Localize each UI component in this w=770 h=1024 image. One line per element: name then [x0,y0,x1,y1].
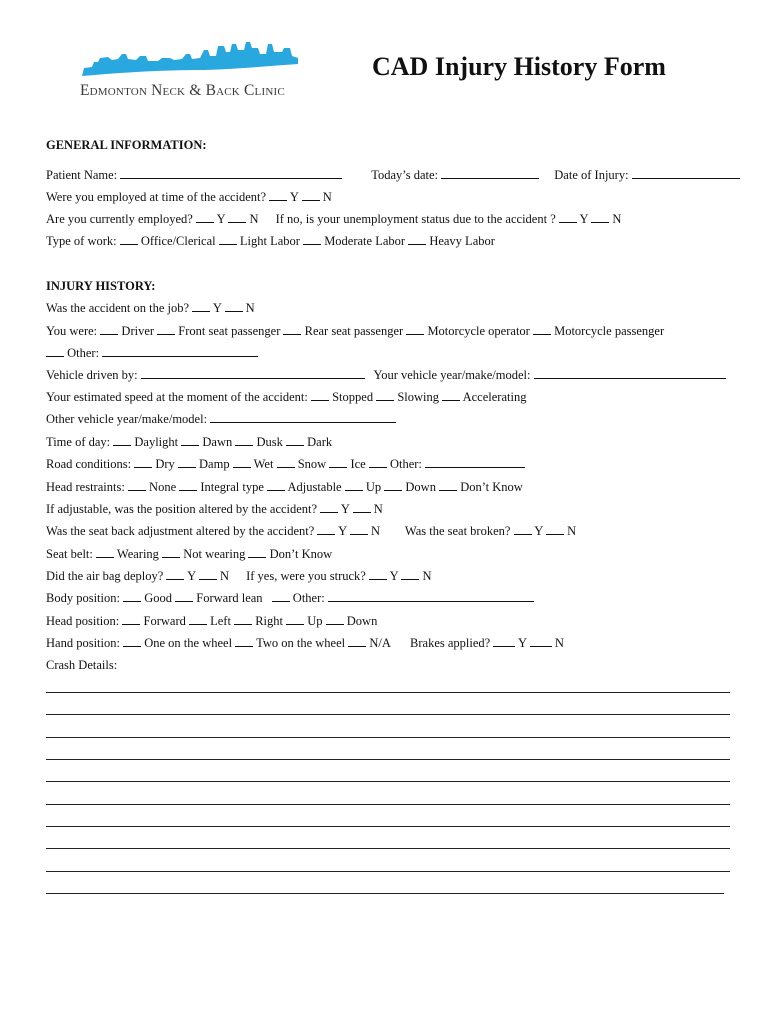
crash-details-line[interactable] [46,692,730,693]
checkbox-blank[interactable] [514,524,532,535]
head-restraints-row: Head restraints: None Integral type Adjustable Up Down Don’t Know [46,480,523,494]
crash-details-line[interactable] [46,781,730,782]
checkbox-blank[interactable] [235,435,253,446]
other-occupant-row: Other: [46,346,258,360]
on-job-row: Was the accident on the job? Y N [46,301,255,315]
other-vehicle-row: Other vehicle year/make/model: [46,412,396,426]
checkbox-blank[interactable] [286,614,304,625]
employed-at-time-row: Were you employed at time of the accident? Y N [46,190,332,204]
checkbox-blank[interactable] [248,547,266,558]
vehicle-driven-field[interactable] [141,368,365,379]
checkbox-blank[interactable] [162,547,180,558]
vehicle-row: Vehicle driven by: Your vehicle year/make/model: [46,368,726,382]
checkbox-blank[interactable] [350,524,368,535]
checkbox-blank[interactable] [408,234,426,245]
body-other-field[interactable] [328,591,534,602]
hand-position-row: Hand position: One on the wheel Two on the wheel N/A Brakes applied? Y N [46,636,564,650]
checkbox-blank[interactable] [166,569,184,580]
checkbox-blank[interactable] [46,346,64,357]
currently-employed-row: Are you currently employed? Y N If no, is your unemployment status due to the accident ? Y N [46,212,622,226]
checkbox-blank[interactable] [369,457,387,468]
checkbox-blank[interactable] [192,301,210,312]
crash-details-line[interactable] [46,737,730,738]
checkbox-blank[interactable] [439,480,457,491]
checkbox-blank[interactable] [189,614,207,625]
crash-details-label: Crash Details: [46,658,118,672]
checkbox-blank[interactable] [348,636,366,647]
crash-details-line[interactable] [46,893,724,894]
checkbox-blank[interactable] [317,524,335,535]
crash-details-line[interactable] [46,871,730,872]
checkbox-blank[interactable] [376,390,394,401]
checkbox-blank[interactable] [302,190,320,201]
checkbox-blank[interactable] [179,480,197,491]
checkbox-blank[interactable] [277,457,295,468]
other-vehicle-field[interactable] [210,412,396,423]
head-position-row: Head position: Forward Left Right Up Down [46,614,378,628]
checkbox-blank[interactable] [303,234,321,245]
seat-back-row: Was the seat back adjustment altered by the accident? Y N Was the seat broken? Y N [46,524,577,538]
checkbox-blank[interactable] [345,480,363,491]
air-bag-row: Did the air bag deploy? Y N If yes, were you struck? Y N [46,569,432,583]
checkbox-blank[interactable] [406,324,424,335]
checkbox-blank[interactable] [320,502,338,513]
your-vehicle-field[interactable] [534,368,726,379]
checkbox-blank[interactable] [113,435,131,446]
checkbox-blank[interactable] [546,524,564,535]
checkbox-blank[interactable] [178,457,196,468]
todays-date-field[interactable] [441,168,539,179]
checkbox-blank[interactable] [123,636,141,647]
checkbox-blank[interactable] [559,212,577,223]
checkbox-blank[interactable] [175,591,193,602]
checkbox-blank[interactable] [122,614,140,625]
checkbox-blank[interactable] [329,457,347,468]
checkbox-blank[interactable] [286,435,304,446]
other-occupant-field[interactable] [102,346,258,357]
checkbox-blank[interactable] [100,324,118,335]
checkbox-blank[interactable] [384,480,402,491]
speed-row: Your estimated speed at the moment of the accident: Stopped Slowing Accelerating [46,390,527,404]
checkbox-blank[interactable] [533,324,551,335]
clinic-name: Edmonton Neck & Back Clinic [80,82,285,99]
checkbox-blank[interactable] [269,190,287,201]
checkbox-blank[interactable] [591,212,609,223]
crash-details-line[interactable] [46,826,730,827]
time-of-day-row: Time of day: Daylight Dawn Dusk Dark [46,435,333,449]
body-position-row: Body position: Good Forward lean Other: [46,591,534,605]
checkbox-blank[interactable] [96,547,114,558]
patient-row: Patient Name: Today’s date: Date of Injury: [46,168,740,182]
checkbox-blank[interactable] [235,636,253,647]
checkbox-blank[interactable] [401,569,419,580]
date-of-injury-field[interactable] [632,168,740,179]
road-other-field[interactable] [425,457,525,468]
checkbox-blank[interactable] [272,591,290,602]
crash-details-line[interactable] [46,804,730,805]
checkbox-blank[interactable] [233,457,251,468]
patient-name-field[interactable] [120,168,342,179]
clinic-logo [78,40,310,100]
injury-heading: INJURY HISTORY: [46,279,156,293]
checkbox-blank[interactable] [442,390,460,401]
checkbox-blank[interactable] [128,480,146,491]
checkbox-blank[interactable] [369,569,387,580]
checkbox-blank[interactable] [228,212,246,223]
crash-details-line[interactable] [46,759,730,760]
checkbox-blank[interactable] [326,614,344,625]
if-adjustable-row: If adjustable, was the position altered by the accident? Y N [46,502,383,516]
checkbox-blank[interactable] [225,301,243,312]
checkbox-blank[interactable] [353,502,371,513]
you-were-row: You were: Driver Front seat passenger Rear seat passenger Motorcycle operator Motorcycle passenger [46,324,665,338]
checkbox-blank[interactable] [181,435,199,446]
checkbox-blank[interactable] [134,457,152,468]
crash-details-line[interactable] [46,714,730,715]
checkbox-blank[interactable] [267,480,285,491]
road-conditions-row: Road conditions: Dry Damp Wet Snow Ice Other: [46,457,525,471]
checkbox-blank[interactable] [283,324,301,335]
general-heading: GENERAL INFORMATION: [46,138,207,152]
checkbox-blank[interactable] [530,636,552,647]
checkbox-blank[interactable] [234,614,252,625]
checkbox-blank[interactable] [311,390,329,401]
checkbox-blank[interactable] [157,324,175,335]
checkbox-blank[interactable] [123,591,141,602]
city-skyline-icon [78,40,300,80]
type-of-work-row: Type of work: Office/Clerical Light Labor Moderate Labor Heavy Labor [46,234,495,248]
form-title: CAD Injury History Form [372,52,666,81]
checkbox-blank[interactable] [199,569,217,580]
checkbox-blank[interactable] [120,234,138,245]
checkbox-blank[interactable] [493,636,515,647]
checkbox-blank[interactable] [196,212,214,223]
seat-belt-row: Seat belt: Wearing Not wearing Don’t Know [46,547,333,561]
crash-details-line[interactable] [46,848,730,849]
checkbox-blank[interactable] [219,234,237,245]
